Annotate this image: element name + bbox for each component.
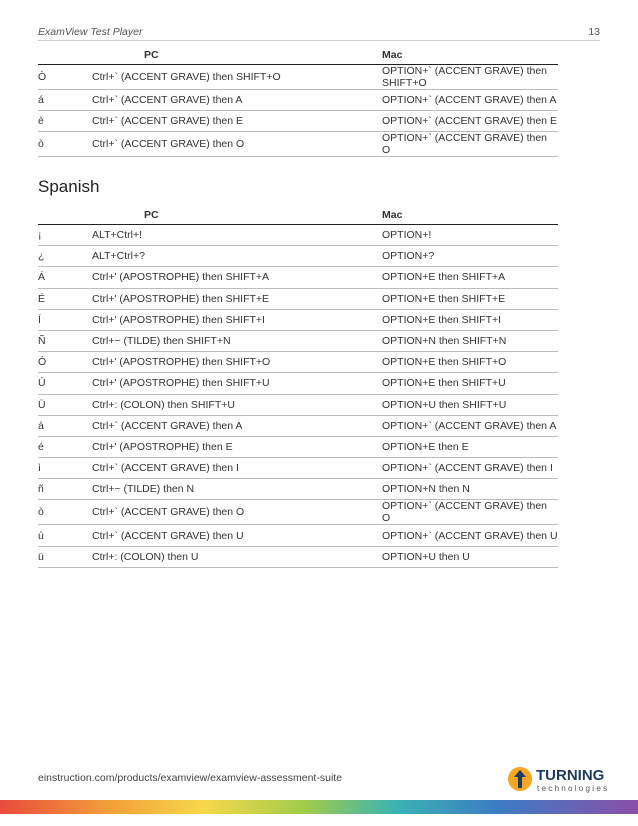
document-title: ExamView Test Player: [38, 26, 143, 38]
pc-shortcut-cell: Ctrl+` (ACCENT GRAVE) then O: [90, 132, 380, 157]
page-header: [38, 26, 600, 41]
mac-column-header: Mac: [380, 206, 558, 225]
character-cell: ò: [38, 500, 90, 525]
pc-shortcut-cell: Ctrl+: (COLON) then SHIFT+U: [90, 394, 380, 415]
pc-shortcut-cell: Ctrl+' (APOSTROPHE) then SHIFT+U: [90, 373, 380, 394]
mac-shortcut-cell: OPTION+U then U: [380, 546, 558, 567]
table-row: [38, 373, 558, 394]
table-row: [38, 352, 558, 373]
pc-shortcut-cell: Ctrl+: (COLON) then U: [90, 546, 380, 567]
footer-color-stripe: [0, 800, 638, 814]
character-cell: á: [38, 90, 90, 111]
pc-shortcut-cell: Ctrl+` (ACCENT GRAVE) then I: [90, 458, 380, 479]
table-row: [38, 479, 558, 500]
character-cell: è: [38, 111, 90, 132]
character-cell: ¿: [38, 246, 90, 267]
table-row: [38, 330, 558, 351]
character-cell: Ñ: [38, 330, 90, 351]
pc-shortcut-cell: Ctrl+' (APOSTROPHE) then SHIFT+E: [90, 288, 380, 309]
pc-shortcut-cell: Ctrl+` (ACCENT GRAVE) then A: [90, 90, 380, 111]
table-row: [38, 90, 558, 111]
mac-shortcut-cell: OPTION+?: [380, 246, 558, 267]
table-header-row: [38, 46, 558, 65]
pc-shortcut-cell: Ctrl+~ (TILDE) then SHIFT+N: [90, 330, 380, 351]
pc-shortcut-cell: Ctrl+' (APOSTROPHE) then SHIFT+I: [90, 309, 380, 330]
pc-column-header: PC: [90, 46, 380, 65]
mac-shortcut-cell: OPTION+E then SHIFT+O: [380, 352, 558, 373]
mac-shortcut-cell: OPTION+!: [380, 225, 558, 246]
pc-shortcut-cell: Ctrl+` (ACCENT GRAVE) then A: [90, 415, 380, 436]
mac-shortcut-cell: OPTION+` (ACCENT GRAVE) then O: [380, 500, 558, 525]
character-cell: Ú: [38, 373, 90, 394]
mac-shortcut-cell: OPTION+E then SHIFT+A: [380, 267, 558, 288]
table-row: [38, 65, 558, 90]
character-cell: Ü: [38, 394, 90, 415]
table-row: [38, 225, 558, 246]
table-row: [38, 111, 558, 132]
shortcut-table-1: [38, 46, 558, 157]
pc-shortcut-cell: Ctrl+` (ACCENT GRAVE) then O: [90, 500, 380, 525]
char-column-header: [38, 206, 90, 225]
character-cell: ü: [38, 546, 90, 567]
footer-link[interactable]: einstruction.com/products/examview/examview-assessment-suite: [38, 772, 343, 784]
pc-shortcut-cell: Ctrl+' (APOSTROPHE) then SHIFT+A: [90, 267, 380, 288]
pc-shortcut-cell: Ctrl+' (APOSTROPHE) then E: [90, 436, 380, 457]
mac-shortcut-cell: OPTION+` (ACCENT GRAVE) then A: [380, 415, 558, 436]
mac-shortcut-cell: OPTION+E then SHIFT+E: [380, 288, 558, 309]
mac-shortcut-cell: OPTION+` (ACCENT GRAVE) then U: [380, 525, 558, 546]
table-row: [38, 500, 558, 525]
table-row: [38, 415, 558, 436]
mac-shortcut-cell: OPTION+E then SHIFT+I: [380, 309, 558, 330]
shortcut-table-spanish: [38, 206, 558, 568]
pc-shortcut-cell: Ctrl+` (ACCENT GRAVE) then E: [90, 111, 380, 132]
mac-column-header: Mac: [380, 46, 558, 65]
pc-shortcut-cell: ALT+Ctrl+?: [90, 246, 380, 267]
character-cell: Á: [38, 267, 90, 288]
mac-shortcut-cell: OPTION+` (ACCENT GRAVE) then SHIFT+O: [380, 65, 558, 90]
table-row: [38, 267, 558, 288]
character-cell: ò: [38, 132, 90, 157]
table-row: [38, 436, 558, 457]
character-cell: ¡: [38, 225, 90, 246]
pc-shortcut-cell: Ctrl+' (APOSTROPHE) then SHIFT+O: [90, 352, 380, 373]
logo-word-technologies: technologies: [537, 784, 610, 793]
table-row: [38, 525, 558, 546]
table-row: [38, 546, 558, 567]
character-cell: ù: [38, 525, 90, 546]
table-row: [38, 288, 558, 309]
char-column-header: [38, 46, 90, 65]
logo-word-turning: TURNING: [536, 767, 605, 784]
mac-shortcut-cell: OPTION+` (ACCENT GRAVE) then A: [380, 90, 558, 111]
character-cell: ì: [38, 458, 90, 479]
character-cell: É: [38, 288, 90, 309]
mac-shortcut-cell: OPTION+` (ACCENT GRAVE) then I: [380, 458, 558, 479]
character-cell: Í: [38, 309, 90, 330]
table-row: [38, 132, 558, 157]
character-cell: é: [38, 436, 90, 457]
mac-shortcut-cell: OPTION+` (ACCENT GRAVE) then O: [380, 132, 558, 157]
pc-shortcut-cell: Ctrl+` (ACCENT GRAVE) then SHIFT+O: [90, 65, 380, 90]
table-row: [38, 246, 558, 267]
mac-shortcut-cell: OPTION+` (ACCENT GRAVE) then E: [380, 111, 558, 132]
turning-technologies-logo: [506, 764, 626, 794]
table-header-row: [38, 206, 558, 225]
mac-shortcut-cell: OPTION+N then SHIFT+N: [380, 330, 558, 351]
character-cell: á: [38, 415, 90, 436]
section-heading-spanish: Spanish: [38, 177, 100, 196]
mac-shortcut-cell: OPTION+N then N: [380, 479, 558, 500]
mac-shortcut-cell: OPTION+E then SHIFT+U: [380, 373, 558, 394]
table-row: [38, 458, 558, 479]
character-cell: ñ: [38, 479, 90, 500]
character-cell: Ò: [38, 65, 90, 90]
character-cell: Ó: [38, 352, 90, 373]
pc-shortcut-cell: Ctrl+~ (TILDE) then N: [90, 479, 380, 500]
mac-shortcut-cell: OPTION+U then SHIFT+U: [380, 394, 558, 415]
table-row: [38, 394, 558, 415]
pc-column-header: PC: [90, 206, 380, 225]
pc-shortcut-cell: Ctrl+` (ACCENT GRAVE) then U: [90, 525, 380, 546]
mac-shortcut-cell: OPTION+E then E: [380, 436, 558, 457]
table-row: [38, 309, 558, 330]
page-number: 13: [588, 26, 600, 38]
pc-shortcut-cell: ALT+Ctrl+!: [90, 225, 380, 246]
